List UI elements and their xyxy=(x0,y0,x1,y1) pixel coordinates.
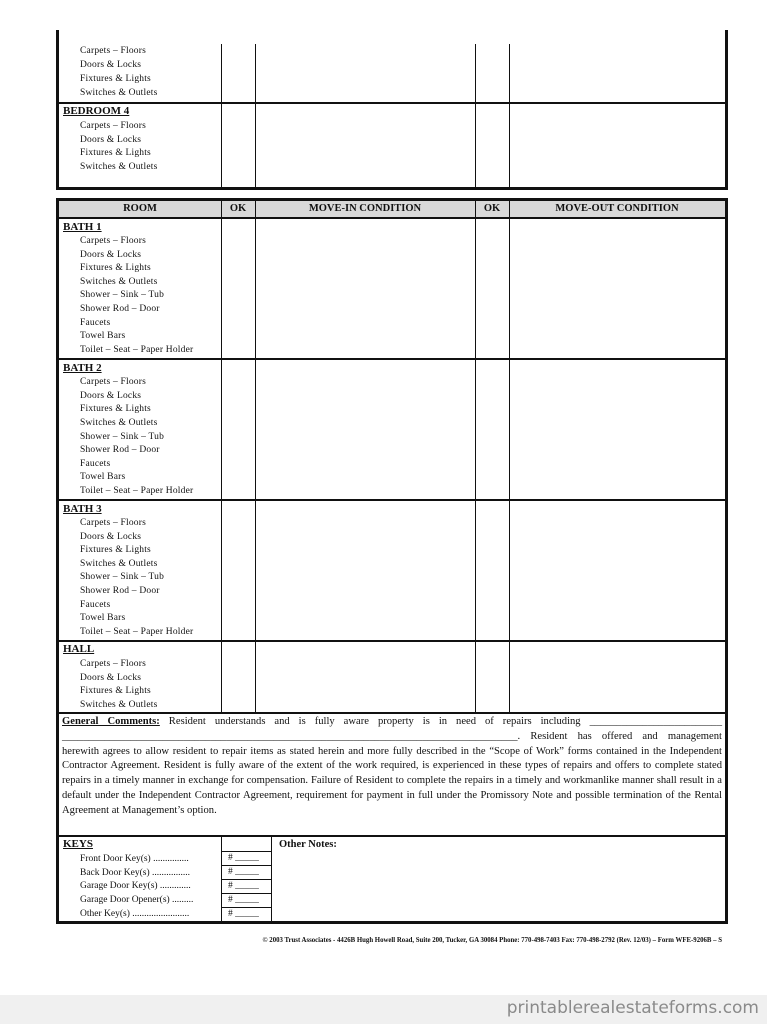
checklist-item: Doors & Locks xyxy=(80,391,142,401)
keys-divider xyxy=(58,835,726,837)
checklist-item: Fixtures & Lights xyxy=(80,686,151,696)
checklist-item: Fixtures & Lights xyxy=(80,404,151,414)
checklist-item: Carpets – Floors xyxy=(80,518,147,528)
section-title-hall: HALL xyxy=(63,643,95,655)
checklist-item: Fixtures & Lights xyxy=(80,148,151,158)
checklist-item: Carpets – Floors xyxy=(80,121,147,131)
section-title-bath3: BATH 3 xyxy=(63,503,102,515)
general-comments xyxy=(62,715,722,819)
checklist-item: Switches & Outlets xyxy=(80,559,158,569)
checklist-item: Shower – Sink – Tub xyxy=(80,432,165,442)
checklist-item: Faucets xyxy=(80,459,111,469)
row-divider xyxy=(58,712,726,714)
general-comments-line1: Resident understands and is fully aware property is in need of repairs including _________________________ xyxy=(168,716,722,727)
header-divider xyxy=(58,217,726,219)
key-item-front-door: Front Door Key(s) ............... xyxy=(80,854,189,864)
checklist-item: Doors & Locks xyxy=(80,673,142,683)
keys-row-line xyxy=(221,879,271,880)
checklist-item: Shower Rod – Door xyxy=(80,586,160,596)
header-room: ROOM xyxy=(123,203,157,214)
checklist-item: Faucets xyxy=(80,318,111,328)
checklist-item: Doors & Locks xyxy=(80,532,142,542)
keys-row-line xyxy=(221,893,271,894)
checklist-item: Carpets – Floors xyxy=(80,377,147,387)
other-notes-label: Other Notes: xyxy=(279,839,337,850)
checklist-item: Toilet – Seat – Paper Holder xyxy=(80,627,194,637)
checklist-item: Carpets – Floors xyxy=(80,236,147,246)
row-divider xyxy=(58,640,726,642)
key-item-garage-door: Garage Door Key(s) ............. xyxy=(80,881,191,891)
checklist-item: Fixtures & Lights xyxy=(80,545,151,555)
checklist-item: Towel Bars xyxy=(80,613,126,623)
header-ok-in: OK xyxy=(229,203,247,214)
checklist-item: Doors & Locks xyxy=(80,250,142,260)
keys-row-line xyxy=(221,851,271,852)
section-title-bath1: BATH 1 xyxy=(63,221,102,233)
checklist-item: Faucets xyxy=(80,600,111,610)
keys-row-line xyxy=(221,865,271,866)
col-divider xyxy=(255,201,256,713)
general-comments-body: ______________________________________________________________________________________. Resident has offered and management herewith agrees to allow resident to repair items as stated herein and more fully described in the “Scope of Work” forms contained in the Independent Contractor Agreement. Resident is fully aware of the extent of the work required, is experienced in these types of repairs and offers to complete stated repairs in a timely manner in exchange for compensation. Failure of Resident to complete the repairs in a timely and workmanlike manner shall result in a default under the Independent Contractor Agreement, requirement for payment in full under the Promissory Note and possible termination of the Rental Agreement at Management’s option. xyxy=(62,730,722,816)
col-divider xyxy=(255,44,256,188)
checklist-item: Towel Bars xyxy=(80,472,126,482)
header-ok-out: OK xyxy=(483,203,501,214)
key-item-other: Other Key(s) ........................ xyxy=(80,909,190,919)
checklist-item: Towel Bars xyxy=(80,331,126,341)
checklist-item: Carpets – Floors xyxy=(80,46,147,56)
keys-col-divider xyxy=(271,836,272,921)
key-count-field[interactable]: # _____ xyxy=(228,881,259,891)
header-move-out: MOVE-OUT CONDITION xyxy=(555,203,679,214)
key-count-field[interactable]: # _____ xyxy=(228,895,259,905)
key-count-field[interactable]: # _____ xyxy=(228,867,259,877)
checklist-item: Shower Rod – Door xyxy=(80,304,160,314)
checklist-item: Doors & Locks xyxy=(80,60,142,70)
section-title-keys: KEYS xyxy=(63,838,93,850)
checklist-item: Switches & Outlets xyxy=(80,418,158,428)
checklist-item: Fixtures & Lights xyxy=(80,263,151,273)
keys-row-line xyxy=(221,907,271,908)
checklist-item: Switches & Outlets xyxy=(80,88,158,98)
key-item-garage-opener: Garage Door Opener(s) ......... xyxy=(80,895,194,905)
key-count-field[interactable]: # _____ xyxy=(228,853,259,863)
checklist-item: Switches & Outlets xyxy=(80,162,158,172)
col-divider xyxy=(475,201,476,713)
key-item-back-door: Back Door Key(s) ................ xyxy=(80,868,191,878)
section-title-bath2: BATH 2 xyxy=(63,362,102,374)
checklist-item: Doors & Locks xyxy=(80,135,142,145)
col-divider xyxy=(475,44,476,188)
checklist-item: Fixtures & Lights xyxy=(80,74,151,84)
checklist-item: Switches & Outlets xyxy=(80,277,158,287)
col-divider xyxy=(509,201,510,713)
col-divider xyxy=(221,201,222,713)
col-divider xyxy=(509,44,510,188)
row-divider xyxy=(58,499,726,501)
header-move-in: MOVE-IN CONDITION xyxy=(308,203,422,214)
key-count-field[interactable]: # _____ xyxy=(228,909,259,919)
col-divider xyxy=(221,44,222,188)
form-footer: © 2003 Trust Associates - 4426B Hugh Howell Road, Suite 200, Tucker, GA 30084 Phone: 770-498-7403 Fax: 770-498-2792 (Rev. 12/03) – Form WFE-9206B – S xyxy=(262,937,722,944)
general-comments-label: General Comments: xyxy=(62,716,160,727)
checklist-item: Shower Rod – Door xyxy=(80,445,160,455)
section-title-bedroom4: BEDROOM 4 xyxy=(63,105,130,117)
site-watermark: printablerealestateforms.com xyxy=(506,998,759,1018)
checklist-item: Toilet – Seat – Paper Holder xyxy=(80,486,194,496)
checklist-item: Shower – Sink – Tub xyxy=(80,572,165,582)
checklist-item: Carpets – Floors xyxy=(80,659,147,669)
row-divider xyxy=(58,358,726,360)
checklist-item: Switches & Outlets xyxy=(80,700,158,710)
checklist-item: Shower – Sink – Tub xyxy=(80,290,165,300)
checklist-item: Toilet – Seat – Paper Holder xyxy=(80,345,194,355)
row-divider xyxy=(58,102,726,104)
